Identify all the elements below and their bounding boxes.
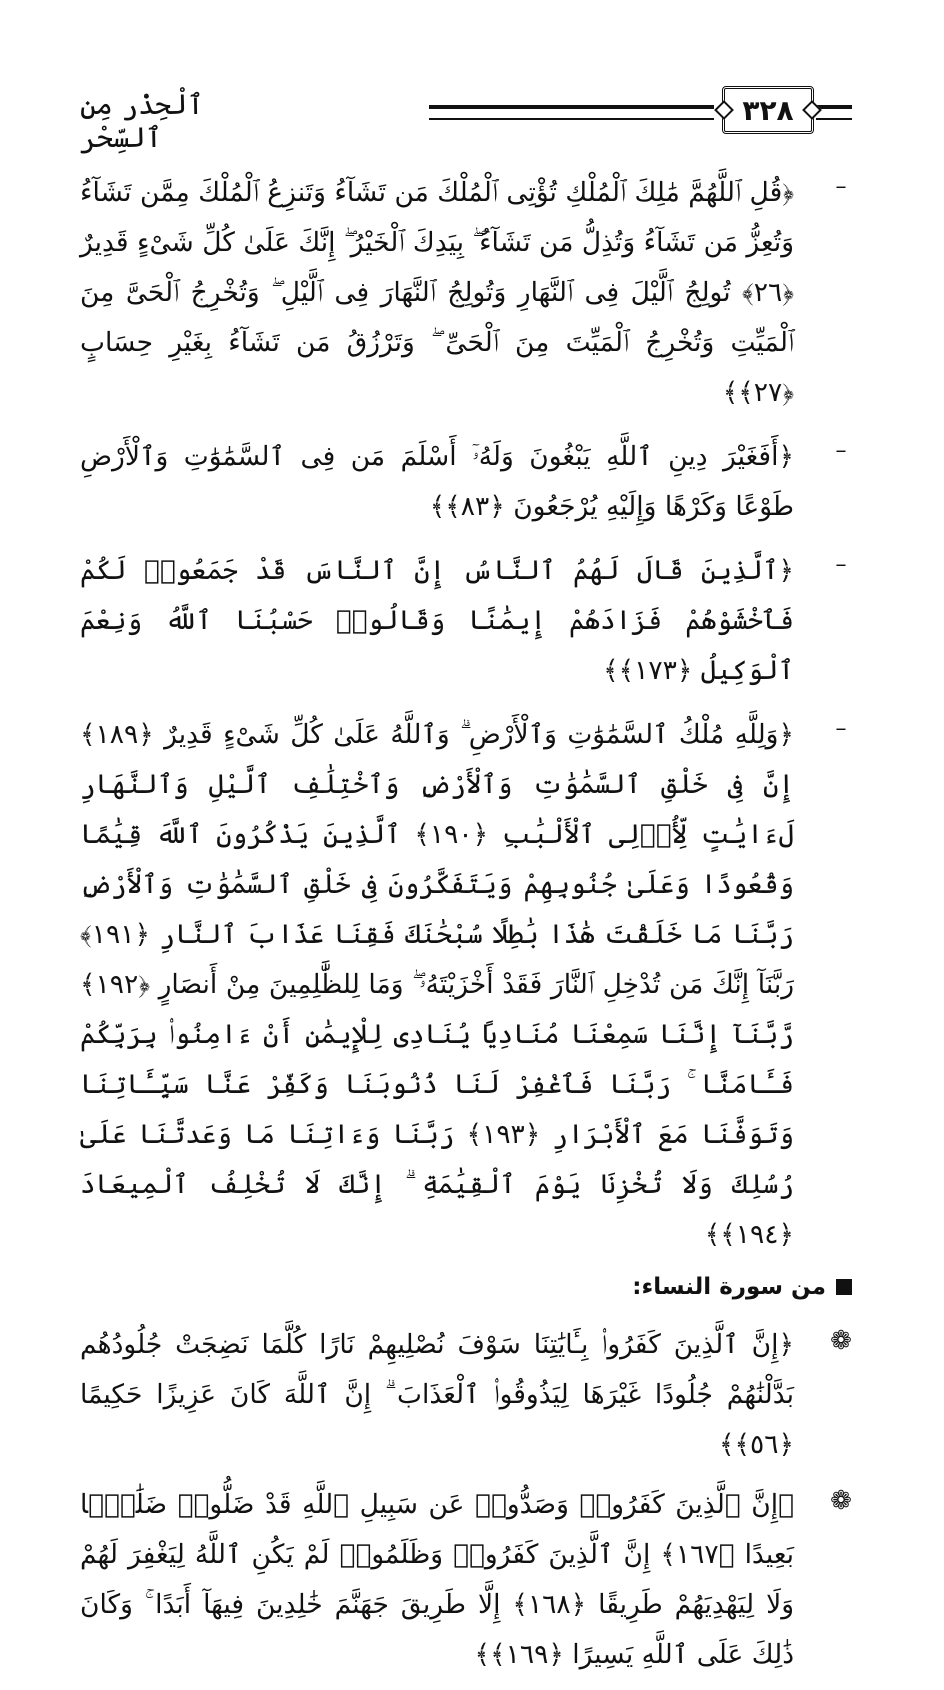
verse-text: ﴿وَلِلَّهِ مُلْكُ ٱلسَّمَٰوَٰتِ وَٱلْأَرْضِ ۗ وَٱللَّهُ عَلَىٰ كُلِّ شَىْءٍ قَدِيرٌ ﴿١٨٩﴾ إِنَّ فِى خَلْقِ ٱلسَّمَٰوَٰتِ وَٱلْأَرْضِ وَٱخْتِلَٰفِ ٱلَّيْلِ وَٱلنَّهَارِ لَءَايَٰتٍ لِّأُو۟لِى ٱلْأَلْبَٰبِ ﴿١٩٠﴾ ٱلَّذِينَ يَذْكُرُونَ ٱللَّهَ قِيَٰمًا وَقُعُودًا وَعَلَىٰ جُنُوبِهِمْ وَيَتَفَكَّرُونَ فِى خَلْقِ ٱلسَّمَٰوَٰتِ وَٱلْأَرْضِ رَبَّنَا مَا خَلَقْتَ هَٰذَا بَٰطِلًا سُبْحَٰنَكَ فَقِنَا عَذَابَ ٱلنَّارِ ﴿١٩١﴾ رَبَّنَآ إِنَّكَ مَن تُدْخِلِ ٱلنَّارَ فَقَدْ أَخْزَيْتَهُۥ ۖ وَمَا لِلظَّٰلِمِينَ مِنْ أَنصَارٍ ﴿١٩٢﴾ رَّبَّنَآ إِنَّنَا سَمِعْنَا مُنَادِيًا يُنَادِى لِلْإِيمَٰنِ أَنْ ءَامِنُوا۟ بِرَبِّكُمْ فَـَٔامَنَّا ۚ رَبَّنَا فَٱغْفِرْ لَنَا ذُنُوبَنَا وَكَفِّرْ عَنَّا سَيِّـَٔاتِنَا وَتَوَفَّنَا مَعَ ٱلْأَبْرَارِ ﴿١٩٣﴾ رَبَّنَا وَءَاتِنَا مَا وَعَدتَّنَا عَلَىٰ رُسُلِكَ وَلَا تُخْزِنَا يَوْمَ ٱلْقِيَٰمَةِ ۗ إِنَّكَ لَا تُخْلِفُ ٱلْمِيعَادَ ﴿١٩٤﴾﴾ bbox=[80, 719, 795, 1250]
page-content bbox=[80, 168, 852, 1690]
page-header bbox=[80, 82, 852, 152]
flower-icon: ❁ bbox=[830, 1486, 852, 1516]
verse-block bbox=[80, 1480, 852, 1680]
verse-text: ﴿إِنَّ ٱلَّذِينَ كَفَرُوا۟ وَصَدُّوا۟ عَن سَبِيلِ ٱللَّهِ قَدْ ضَلُّوا۟ ضَلَٰلًۢا بَعِيدًا ﴿١٦٧﴾ إِنَّ ٱلَّذِينَ كَفَرُوا۟ وَظَلَمُوا۟ لَمْ يَكُنِ ٱللَّهُ لِيَغْفِرَ لَهُمْ وَلَا لِيَهْدِيَهُمْ طَرِيقًا ﴿١٦٨﴾ إِلَّا طَرِيقَ جَهَنَّمَ خَٰلِدِينَ فِيهَآ أَبَدًا ۚ وَكَانَ ذَٰلِكَ عَلَى ٱللَّهِ يَسِيرًا ﴿١٦٩﴾﴾ bbox=[80, 1489, 794, 1670]
verse-block bbox=[80, 168, 852, 418]
verse-block bbox=[80, 710, 852, 1260]
header-rule-left bbox=[429, 105, 714, 120]
dash-icon: – bbox=[835, 716, 847, 741]
flower-icon: ❁ bbox=[830, 1326, 852, 1356]
verse-text: ﴿أَفَغَيْرَ دِينِ ٱللَّهِ يَبْغُونَ وَلَهُۥٓ أَسْلَمَ مَن فِى ٱلسَّمَٰوَٰتِ وَٱلْأَرْضِ طَوْعًا وَكَرْهًا وَإِلَيْهِ يُرْجَعُونَ ﴿٨٣﴾﴾ bbox=[80, 441, 794, 522]
section-heading-text: من سورة النساء: bbox=[632, 1274, 826, 1300]
section-heading bbox=[80, 1274, 852, 1300]
verse-text: ﴿قُلِ ٱللَّهُمَّ مَٰلِكَ ٱلْمُلْكِ تُؤْتِى ٱلْمُلْكَ مَن تَشَآءُ وَتَنزِعُ ٱلْمُلْكَ مِمَّن تَشَآءُ وَتُعِزُّ مَن تَشَآءُ وَتُذِلُّ مَن تَشَآءُ ۖ بِيَدِكَ ٱلْخَيْرُ ۖ إِنَّكَ عَلَىٰ كُلِّ شَىْءٍ قَدِيرٌ ﴿٢٦﴾ تُولِجُ ٱلَّيْلَ فِى ٱلنَّهَارِ وَتُولِجُ ٱلنَّهَارَ فِى ٱلَّيْلِ ۖ وَتُخْرِجُ ٱلْحَىَّ مِنَ ٱلْمَيِّتِ وَتُخْرِجُ ٱلْمَيِّتَ مِنَ ٱلْحَىِّ ۖ وَتَرْزُقُ مَن تَشَآءُ بِغَيْرِ حِسَابٍ ﴿٢٧﴾﴾ bbox=[80, 177, 794, 408]
verse-text: ﴿ٱلَّذِينَ قَالَ لَهُمُ ٱلنَّاسُ إِنَّ ٱلنَّاسَ قَدْ جَمَعُوا۟ لَكُمْ فَٱخْشَوْهُمْ فَزَادَهُمْ إِيمَٰنًا وَقَالُوا۟ حَسْبُنَا ٱللَّهُ وَنِعْمَ ٱلْوَكِيلُ ﴿١٧٣﴾﴾ bbox=[80, 555, 794, 686]
running-title: ٱلْحِذْر مِن ٱلسِّحْر bbox=[80, 88, 204, 154]
page-number: ٣٢٨ bbox=[742, 93, 794, 127]
verse-block bbox=[80, 432, 852, 532]
verse-block bbox=[80, 1320, 852, 1470]
square-icon bbox=[836, 1279, 852, 1295]
dash-icon: – bbox=[835, 552, 847, 577]
verse-text: ﴿إِنَّ ٱلَّذِينَ كَفَرُوا۟ بِـَٔايَٰتِنَا سَوْفَ نُصْلِيهِمْ نَارًا كُلَّمَا نَضِجَتْ جُلُودُهُم بَدَّلْنَٰهُمْ جُلُودًا غَيْرَهَا لِيَذُوقُوا۟ ٱلْعَذَابَ ۗ إِنَّ ٱللَّهَ كَانَ عَزِيزًا حَكِيمًا ﴿٥٦﴾﴾ bbox=[80, 1329, 794, 1460]
dash-icon: – bbox=[835, 438, 847, 463]
header-rule-right bbox=[816, 105, 852, 120]
dash-icon: – bbox=[835, 174, 847, 199]
page-number-frame bbox=[722, 86, 814, 134]
verse-block bbox=[80, 546, 852, 696]
